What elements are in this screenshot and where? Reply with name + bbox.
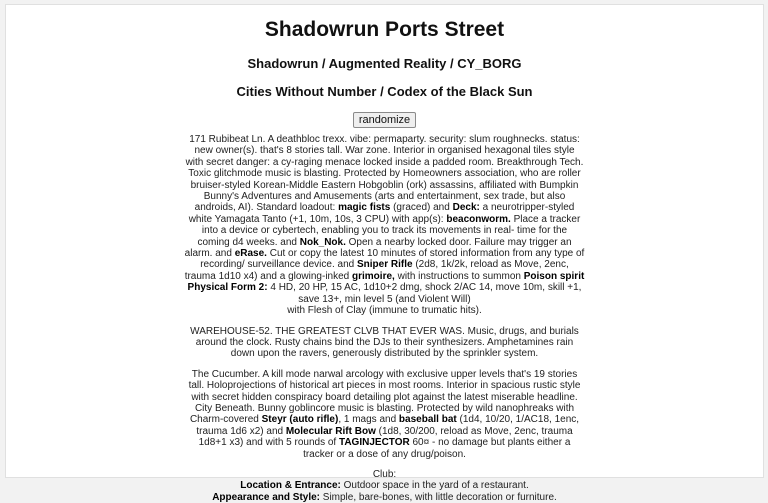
generated-content <box>185 134 585 503</box>
randomize-button[interactable]: randomize <box>353 112 416 128</box>
page-title: Shadowrun Ports Street <box>264 18 505 41</box>
location-entry: The Cucumber. A kill mode narwal arcology with exclusive upper levels that's 19 stories tall. Holoprojections of historical art pieces in most rooms. Interior in spacious rustic style with secret hidden conspiracy board detailing plot against the latest miserable headline. City Beneath. Bunny goblincore music is blasting. Protected by wild nanophreaks with Charm-covered Steyr (auto rifle), 1 mags and baseball bat (1d4, 10/20, 1/AC18, 1enc, trauma 1d6 x2) and Molecular Rift Bow (1d8, 30/200, reload as Move, 2enc, trauma 1d8+1 x3) and with 5 rounds of TAGINJECTOR 60¤ - no damage but plants either a tracker or a dose of any drug/poison. <box>188 368 581 460</box>
subtitle-sources: Cities Without Number / Codex of the Black Sun <box>236 84 533 99</box>
page <box>5 4 764 503</box>
club-heading: Club: <box>372 468 397 480</box>
location-entry: WAREHOUSE-52. THE GREATEST CLVB THAT EVER WAS. Music, drugs, and burials around the clock. Rusty chains bind the DJs to their synthesizers. Amphetamines rain down upon the ravers, generously distributed by the sprinkler system. <box>190 325 579 360</box>
subtitle-systems: Shadowrun / Augmented Reality / CY_BORG <box>247 56 522 71</box>
club-entry: Club: Location & Entrance: Outdoor space in the yard of a restaurant. Appearance and Style: Simple, bare-bones, with little decoration or furniture. <box>212 468 557 503</box>
location-entry: 171 Rubibeat Ln. A deathbloc trexx. vibe: permaparty. security: slum roughnecks. status: new owner(s). that's 8 stories tall. War zone. Interior in organised hexagonal tiles style with secret danger: a cy-raging menace locked inside a padded room. Breakthrough Tech. Toxic glitchmode music is blasting. Protected by Homeowners association, who are roller bruiser-styled Korean-Middle Eastern Hobgoblin (ork) assassins, affiliated with Bumpkin Bunny's Adventures and Amusements (arts and entertainment, sex trade, but also androids, AI). Standard loadout: magic fists (graced) and Deck: a neurotripper-styled white Yamagata Tanto (+1, 10m, 10s, 3 CPU) with app(s): beaconworm. Place a tracker into a device or cybertech, enabling you to track its movements in real- time for the coming d4 weeks. and Nok_Nok. Open a nearby locked door. Failure may trigger an alarm. and eRase. Cut or copy the latest 10 minutes of stored information from any type of recording/ surveillance device. and Sniper Rifle (2d8, 1k/2k, reload as Move, 2enc, trauma 1d10 x4) and a glowing-inked grimoire, with instructions to summon Poison spirit Physical Form 2: 4 HD, 20 HP, 15 AC, 1d10+2 dmg, shock 2/AC 14, move 10m, skill +1, save 13+, min level 5 (and Violent Will) with Flesh of Clay (immune to trumatic hits). <box>184 134 585 317</box>
